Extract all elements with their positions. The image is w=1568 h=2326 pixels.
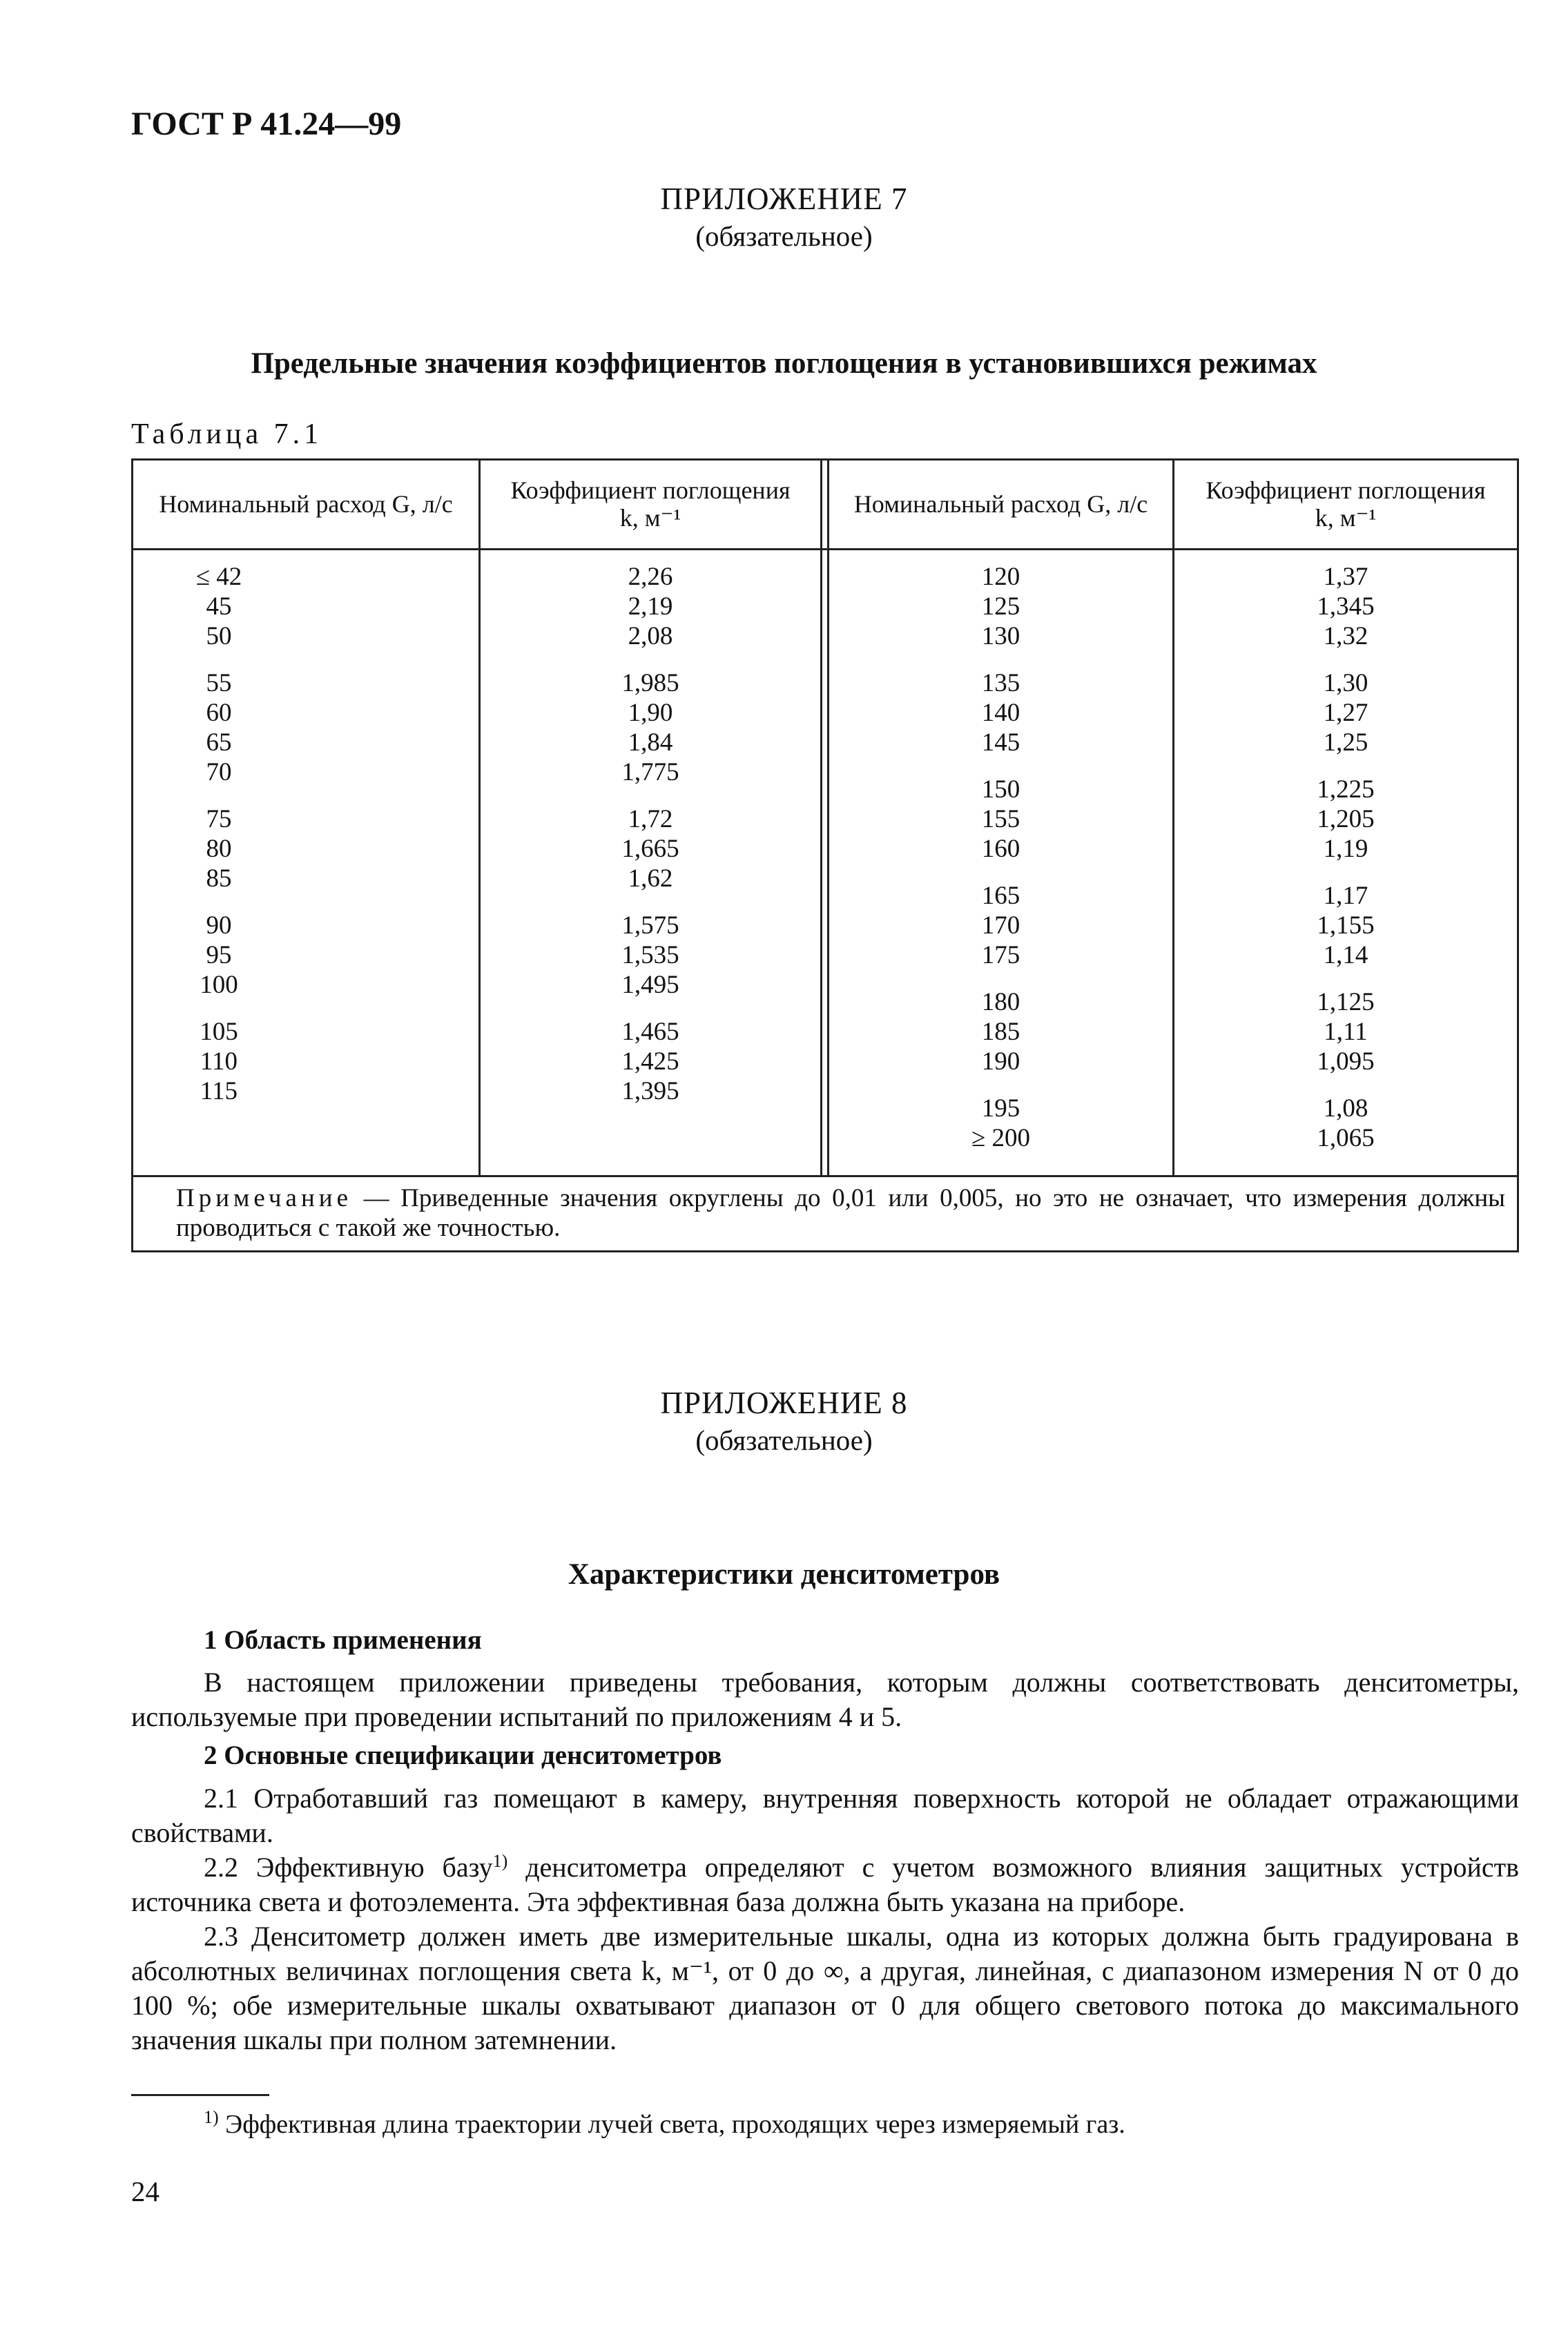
table-cell: 95 [206,941,232,969]
table-group [829,1094,1172,1153]
table-cell: 170 [981,911,1020,940]
table-cell: 60 [206,699,232,727]
table-cell: 1,345 [1317,592,1375,621]
table-group [829,775,1172,864]
appendix-8-status: (обязательное) [695,1424,873,1456]
note-label: Примечание [176,1184,352,1212]
table-cell: 125 [981,592,1020,621]
table-cell: 1,535 [621,941,679,969]
table-cell: 1,985 [621,669,679,697]
table-cell: 1,11 [1324,1018,1368,1046]
table-group [1174,1094,1517,1153]
section-1-text: В настоящем приложении приведены требования, которым должны соответствовать денситометры, используемые при проведении испытаний по приложениям 4 и 5. [131,1667,1519,1732]
table-group [133,1017,304,1106]
table-cell: 2,19 [628,592,673,621]
table-cell: 165 [981,882,1020,910]
header-coef-left-line1: Коэффициент поглощения [510,476,791,504]
table-cell: 1,37 [1323,563,1368,591]
paragraph-2-2-start: 2.2 Эффективную базу [204,1852,493,1883]
paragraph-2-2 [131,1850,1519,1919]
table-cell: 1,095 [1317,1047,1375,1076]
table-group [481,562,820,651]
footnote-ref: 1) [492,1851,508,1871]
table-group [481,1017,820,1106]
table-group [1174,562,1517,651]
table-cell: 1,125 [1317,988,1375,1016]
table-group [1174,668,1517,757]
section-2-title: 2 Основные спецификации денситометров [204,1741,722,1770]
table-group [829,987,1172,1076]
table-cell: 1,14 [1323,941,1368,969]
paragraph-2-3: 2.3 Денситометр должен иметь две измерительные шкалы, одна из которых должна быть градуирована в абсолютных величинах поглощения света k, м⁻¹, от 0 до ∞, а другая, линейная, с диапазоном измерения N от 0 до 100 %; обе измерительные шкалы охватывают диапазон от 0 для общего светового потока до максимального значения шкалы при полном затемнении. [131,1921,1519,2055]
absorption-table [131,458,1519,1252]
table-group [1174,987,1517,1076]
table-cell: 1,25 [1323,728,1368,757]
table-label: Таблица 7.1 [131,418,323,450]
table-cell: 1,30 [1323,669,1368,697]
header-coef-right-line1: Коэффициент поглощения [1206,476,1486,504]
section-1-title: 1 Область применения [204,1625,482,1655]
table-cell: 70 [206,758,232,786]
table-cell: 195 [981,1094,1020,1123]
table-cell: ≥ 200 [971,1124,1031,1152]
table-cell: 135 [981,669,1020,697]
left-flow-column [133,562,304,1123]
table-cell: 1,775 [621,758,679,786]
table-cell: 140 [981,699,1020,727]
table-cell: 1,72 [628,805,673,833]
table-cell: 1,225 [1317,775,1375,804]
table-cell: 145 [981,728,1020,757]
table-cell: 2,26 [628,563,673,591]
table-cell: 115 [200,1077,238,1105]
appendix-7-status: (обязательное) [695,220,873,252]
column-divider [820,458,822,1175]
note-rule [131,1175,1519,1177]
table-cell: 1,84 [628,728,673,757]
table-cell: 85 [206,864,232,893]
footnote-rule [131,2094,269,2096]
header-coef-right [1174,476,1517,532]
table-group [133,911,304,1000]
header-coef-left [481,476,820,532]
header-rule [131,548,1519,550]
header-flow-right: Номинальный расход G, л/с [853,490,1148,518]
table-cell: 80 [206,835,232,863]
table-cell: 55 [206,669,232,697]
table-group [829,562,1172,651]
footnote-text: Эффективная длина траектории лучей света, проходящих через измеряемый газ. [218,2110,1125,2139]
table-cell: 1,32 [1323,622,1368,650]
table-cell: 155 [981,805,1020,833]
paragraph-2-1: 2.1 Отработавший газ помещают в камеру, внутренняя поверхность которой не обладает отражающими свойствами. [131,1783,1519,1848]
table-cell: 1,465 [621,1018,679,1046]
table-cell: 1,62 [628,864,673,893]
table-cell: 110 [200,1047,238,1076]
table-cell: 75 [206,805,232,833]
table-cell: 130 [981,622,1020,650]
table-cell: 45 [206,592,232,621]
table-note [176,1183,1505,1243]
header-coef-right-line2: k, м⁻¹ [1315,504,1377,532]
table-cell: 185 [981,1018,1020,1046]
paragraph-2-2-end: денситометра определяют с учетом возможного влияния защитных устройств источника света и фотоэлемента. Эта эффективная база должна быть указана на приборе. [131,1852,1520,1917]
table-cell: 105 [200,1018,238,1046]
header-flow-left: Номинальный расход G, л/с [159,490,453,518]
table-cell: 190 [981,1047,1020,1076]
table-group [133,804,304,893]
table-cell: 1,065 [1317,1124,1375,1152]
table-cell: 1,17 [1323,882,1368,910]
table-cell: 180 [981,988,1020,1016]
footnote-marker: 1) [204,2107,219,2127]
table-cell: 90 [206,911,232,940]
table-cell: 1,495 [621,971,679,999]
table-cell: 1,665 [621,835,679,863]
table-cell: 1,395 [621,1077,679,1105]
table-cell: 1,575 [621,911,679,940]
table-cell: 120 [981,563,1020,591]
page-number: 24 [131,2175,159,2207]
table-cell: 175 [981,941,1020,969]
table-cell: 2,08 [628,622,673,650]
table-cell: 1,425 [621,1047,679,1076]
footnote [204,2109,1125,2140]
table-cell: 1,90 [628,699,673,727]
table-group [481,804,820,893]
table-group [481,911,820,1000]
right-coef-column [1174,562,1517,1170]
appendix-7-heading: Предельные значения коэффициентов поглощения в установившихся режимах [251,347,1317,380]
table-cell: 1,155 [1317,911,1375,940]
appendix-7-title: ПРИЛОЖЕНИЕ 7 [660,182,908,216]
table-cell: 1,27 [1323,699,1368,727]
table-cell: 50 [206,622,232,650]
table-group [133,562,304,651]
table-cell: 1,205 [1317,805,1375,833]
document-code: ГОСТ Р 41.24—99 [131,106,402,142]
table-group [1174,881,1517,970]
left-coef-column [481,562,820,1123]
appendix-8-title: ПРИЛОЖЕНИЕ 8 [660,1386,908,1420]
table-group [481,668,820,787]
table-cell: 160 [981,835,1020,863]
table-group [829,881,1172,970]
table-cell: 150 [981,775,1020,804]
right-flow-column [829,562,1172,1170]
table-group [133,668,304,787]
appendix-8-heading: Характеристики денситометров [568,1558,1000,1591]
table-cell: 100 [200,971,238,999]
table-cell: ≤ 42 [195,563,242,591]
note-text: — Приведенные значения округлены до 0,01 или 0,005, но это не означает, что измерения должны проводиться с такой же точностью. [176,1184,1505,1242]
table-cell: 1,08 [1323,1094,1368,1123]
table-cell: 1,19 [1323,835,1368,863]
table-group [829,668,1172,757]
header-coef-left-line2: k, м⁻¹ [619,504,681,532]
table-group [1174,775,1517,864]
table-cell: 65 [206,728,232,757]
